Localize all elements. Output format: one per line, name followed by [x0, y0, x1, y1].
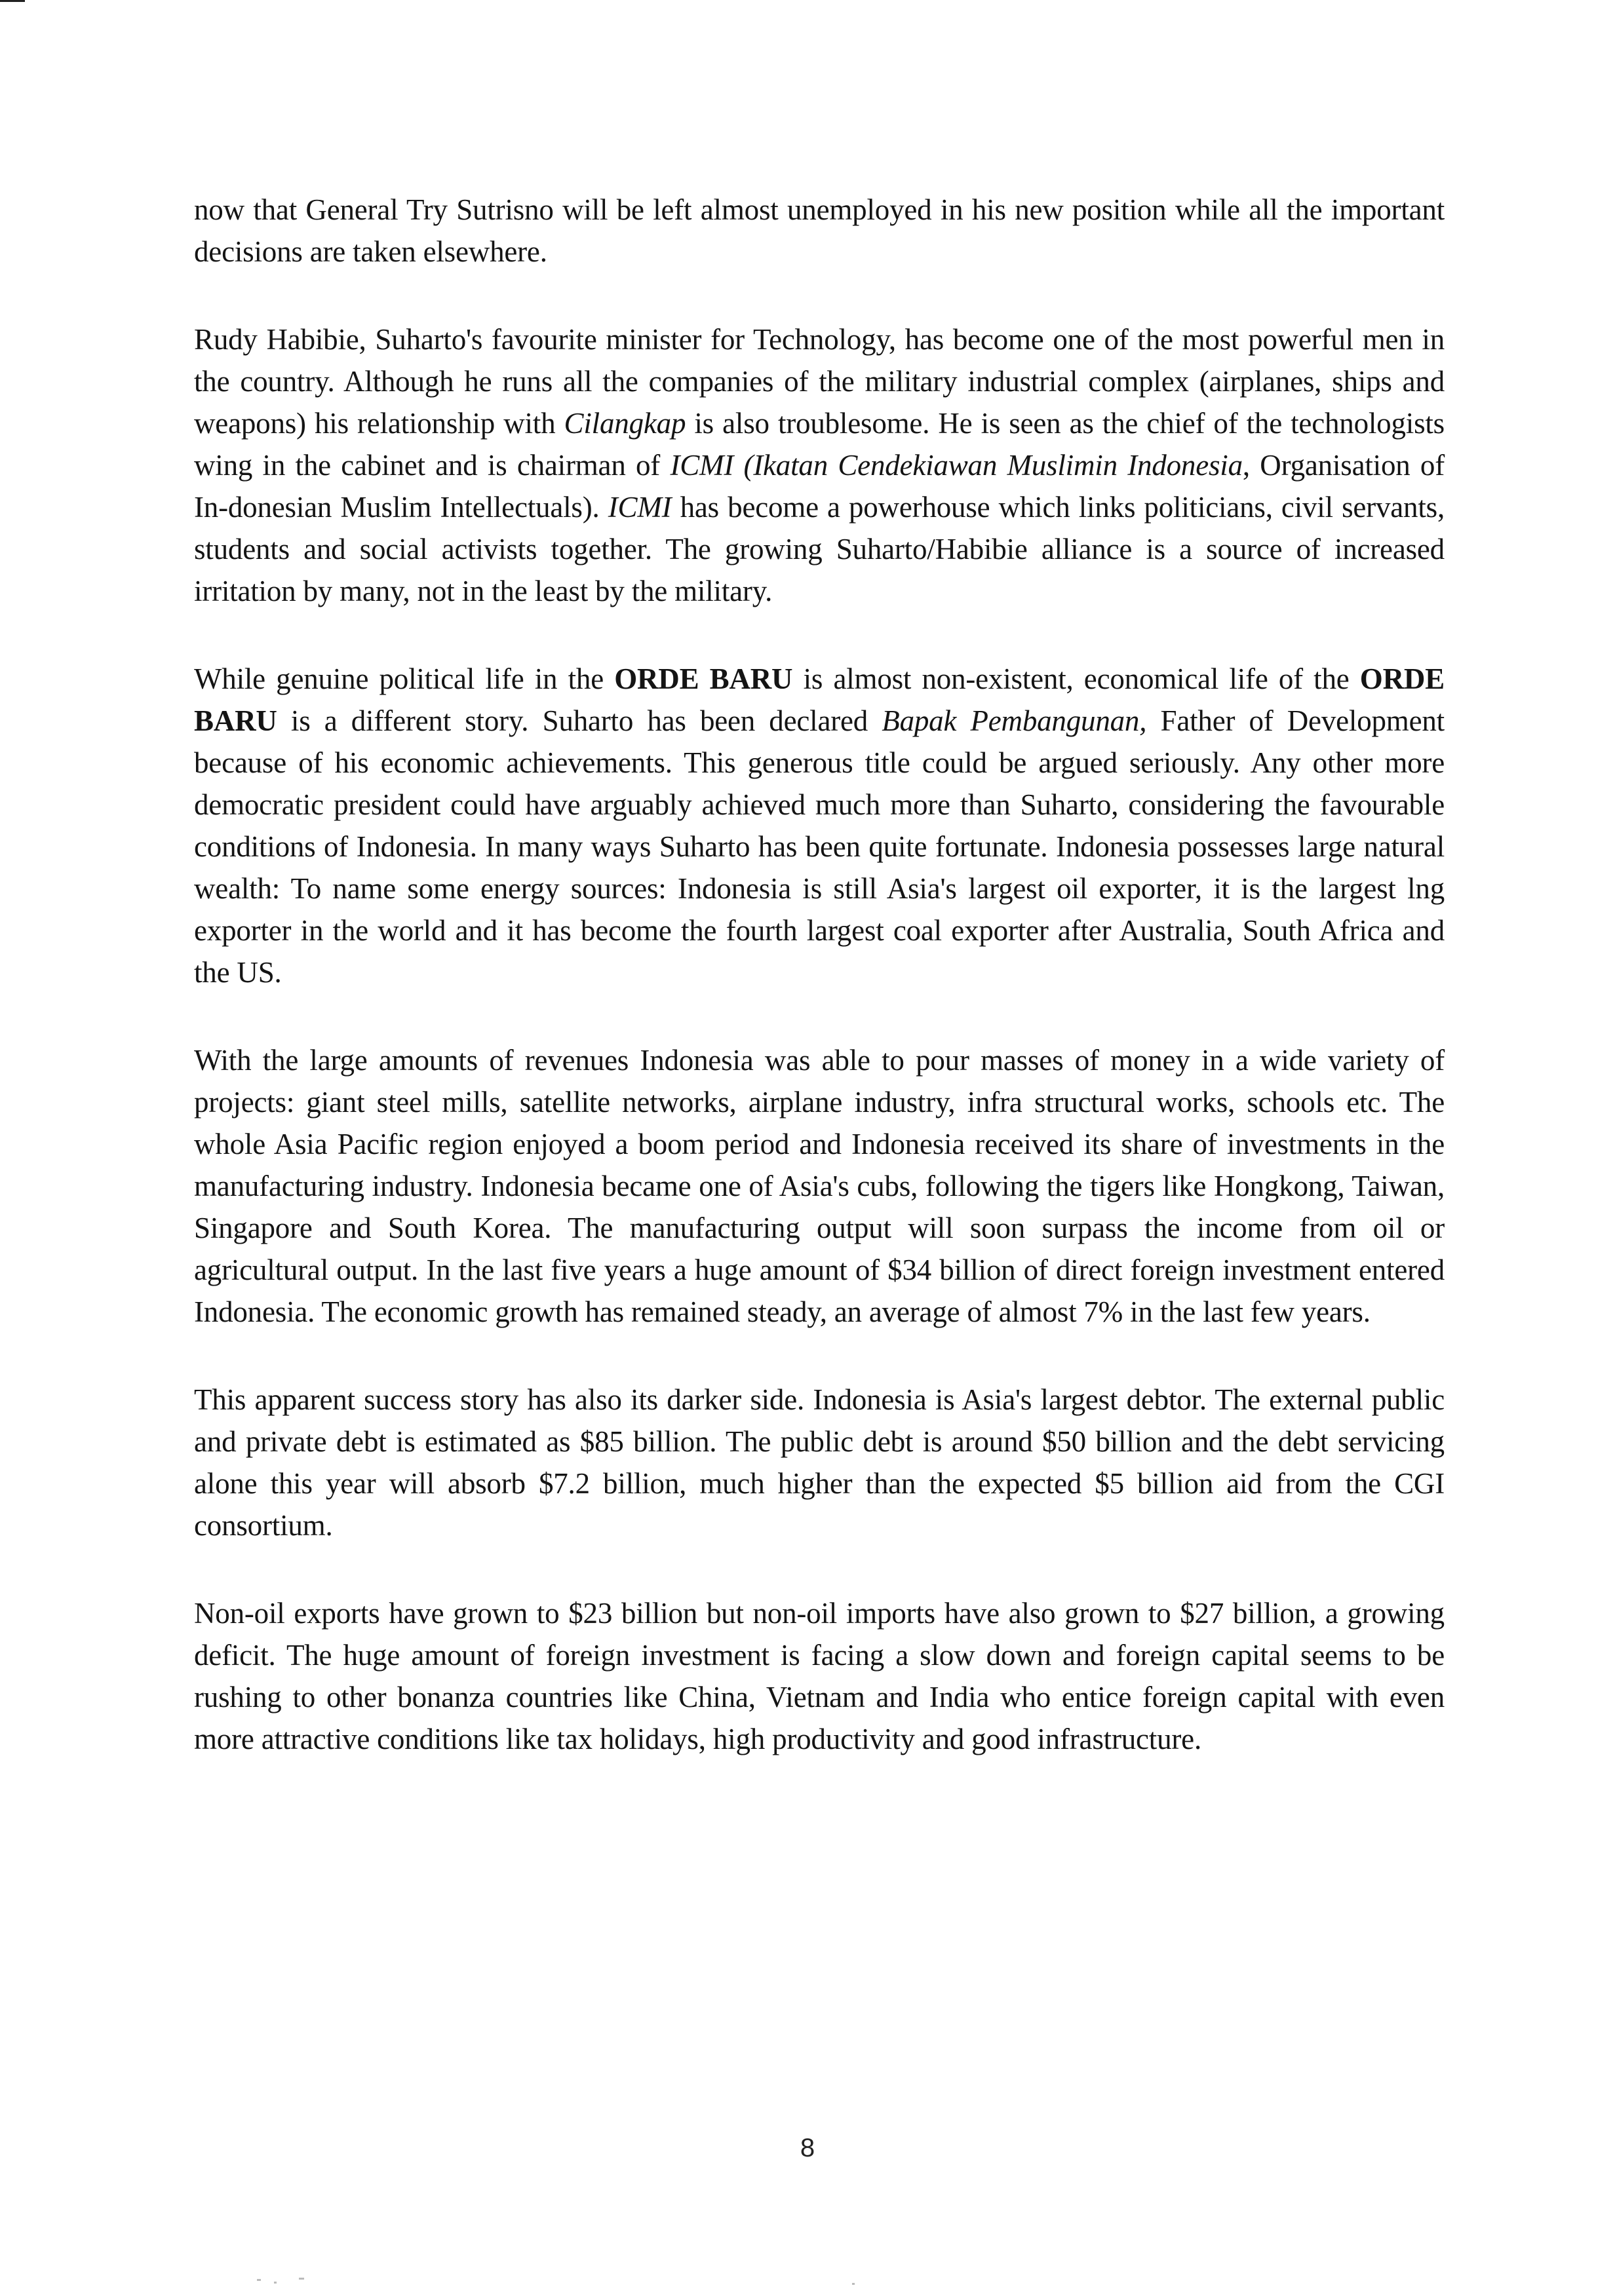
- paragraph-2: [194, 318, 1445, 612]
- term-orde-baru-1: ORDE BARU: [614, 662, 793, 695]
- paragraph-1-text: now that General Try Sutrisno will be left almost unemployed in his new position while all the important decisions are taken elsewhere.: [194, 193, 1445, 268]
- paragraph-3-segment-2: is almost non-existent, economical life of the: [792, 662, 1360, 695]
- page-body: [194, 189, 1445, 1760]
- scan-speck: [257, 2279, 261, 2281]
- paragraph-1: [194, 189, 1445, 273]
- paragraph-6-text: Non-oil exports have grown to $23 billion but non-oil imports have also grown to $27 billion, a growing deficit. The huge amount of foreign investment is facing a slow down and foreign capital seems to be rushing to other bonanza countries like China, Vietnam and India who entice foreign capital with even more attractive conditions like tax holidays, high productivity and good infrastructure.: [194, 1597, 1445, 1755]
- paragraph-4: [194, 1039, 1445, 1333]
- paragraph-3-segment-1: While genuine political life in the: [194, 662, 615, 695]
- paragraph-2-segment-1: Rudy Habibie, Suharto's favourite minister for Technology, has become one of the most powerful men in the country. Although he runs all the companies of the military industrial complex (airplanes, ships and weapons) his relationship with: [194, 323, 1445, 440]
- scan-speck: [274, 2282, 277, 2284]
- term-bapak-pembangunan: Bapak Pembangunan,: [882, 704, 1147, 737]
- paragraph-5: [194, 1379, 1445, 1546]
- term-icmi-full: ICMI (Ikatan Cendekiawan Muslimin Indonesia: [670, 449, 1243, 482]
- term-cilangkap: Cilangkap: [564, 407, 686, 440]
- paragraph-2-segment-3: , Organisation of In-donesian Muslim Intellectuals).: [194, 449, 1445, 524]
- term-icmi: ICMI: [608, 491, 672, 524]
- paragraph-4-text: With the large amounts of revenues Indonesia was able to pour masses of money in a wide variety of projects: giant steel mills, satellite networks, airplane industry, infra structural works, schools etc. The whole Asia Pacific region enjoyed a boom period and Indonesia received its share of investments in the manufacturing industry. Indonesia became one of Asia's cubs, following the tigers like Hongkong, Taiwan, Singapore and South Korea. The manufacturing output will soon surpass the income from oil or agricultural output. In the last five years a huge amount of $34 billion of direct foreign investment entered Indonesia. The economic growth has remained steady, an average of almost 7% in the last few years.: [194, 1044, 1445, 1328]
- paragraph-2-segment-4: has become a powerhouse which links politicians, civil servants, students and social activists together. The growing Suharto/Habibie alliance is a source of increased irritation by many, not in the least by the military.: [194, 491, 1445, 607]
- paragraph-3-segment-4: Father of Development because of his economic achievements. This generous title could be argued seriously. Any other more democratic president could have arguably achieved much more than Suharto, considering the favourable conditions of Indonesia. In many ways Suharto has been quite fortunate. Indonesia possesses large natural wealth: To name some energy sources: Indonesia is still Asia's largest oil exporter, it is the largest lng exporter in the world and it has become the fourth largest coal exporter after Australia, South Africa and the US.: [194, 704, 1445, 989]
- paragraph-6: [194, 1592, 1445, 1760]
- scan-speck: [299, 2278, 304, 2280]
- page-number: 8: [800, 2133, 815, 2162]
- paragraph-2-segment-2: is also troublesome. He is seen as the chief of the technologists wing in the cabinet and is chairman of: [194, 407, 1445, 482]
- term-orde-baru-2: ORDE BARU: [194, 662, 1445, 737]
- scan-edge-mark: [0, 0, 25, 2]
- paragraph-3-segment-3: is a different story. Suharto has been declared: [277, 704, 882, 737]
- paragraph-3: [194, 658, 1445, 993]
- paragraph-5-text: This apparent success story has also its darker side. Indonesia is Asia's largest debtor. The external public and private debt is estimated as $85 billion. The public debt is around $50 billion and the debt servicing alone this year will absorb $7.2 billion, much higher than the expected $5 billion aid from the CGI consortium.: [194, 1383, 1445, 1542]
- scan-speck: [852, 2283, 855, 2285]
